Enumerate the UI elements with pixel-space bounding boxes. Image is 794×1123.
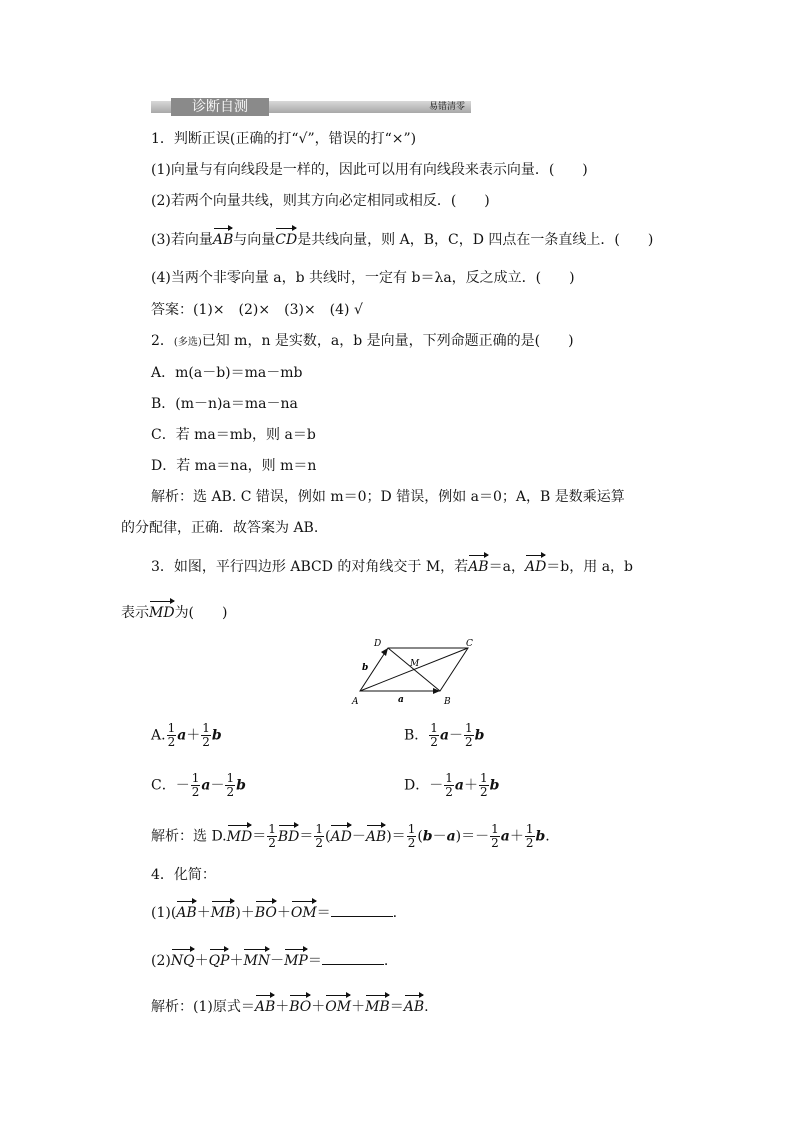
parallelogram-figure [348, 636, 478, 708]
q2-option-b: B．(m－n)a＝ma－na [151, 396, 298, 412]
q1-item-2: (2)若两个向量共线，则其方向必定相同或相反．( ) [151, 193, 490, 209]
arrow-ad [381, 648, 388, 656]
q3-option-b: B． $\frac{1}{2}$ a－ $\frac{1}{2}$ b [404, 721, 485, 749]
label-a-point: A [352, 697, 359, 707]
q4-part-1: (1)(AB＋MB)＋BO＋OM＝ . [151, 905, 398, 921]
vector-cd: CD [275, 232, 298, 248]
label-vector-b: b [362, 663, 369, 673]
banner-subtitle: 易错清零 [428, 102, 465, 112]
q4-stem: 4．化简： [151, 867, 216, 883]
section-banner [151, 98, 471, 116]
q1-stem: 1．判断正误(正确的打“√”，错误的打“×”) [151, 131, 417, 147]
q2-option-c: C．若 ma＝mb，则 a＝b [151, 427, 316, 443]
q1-answer: 答案：(1)× (2)× (3)× (4) √ [151, 302, 363, 318]
q2-solution-1: 解析：选 AB. C 错误，例如 m＝0；D 错误，例如 a＝0；A，B 是数乘运算 [151, 489, 625, 505]
diagonal-bd [388, 648, 440, 691]
q2-stem: 2．(多选)已知 m，n 是实数，a，b 是向量，下列命题正确的是( ) [151, 333, 574, 349]
multi-choice-tag: (多选) [173, 337, 202, 348]
label-c-point: C [466, 639, 473, 649]
q1-item-1: (1)向量与有向线段是一样的，因此可以用有向线段来表示向量．( ) [151, 162, 588, 178]
label-vector-a: a [398, 695, 404, 705]
q1-item-4: (4)当两个非零向量 a，b 共线时，一定有 b＝λa，反之成立．( ) [151, 270, 575, 286]
vector-ab: AB [212, 232, 234, 248]
answer-blank-2[interactable] [322, 952, 384, 965]
q3-option-a: A. $\frac{1}{2}$ a＋ $\frac{1}{2}$ b [151, 721, 222, 749]
q3-option-d: D．－ $\frac{1}{2}$ a＋ $\frac{1}{2}$ b [404, 771, 500, 799]
label-m-point: M [410, 659, 420, 669]
arrow-ab [433, 688, 440, 694]
label-d-point: D [374, 639, 382, 649]
label-b-point: B [444, 697, 451, 707]
q4-solution: 解析：(1)原式＝AB＋BO＋OM＋MB＝AB. [151, 999, 429, 1015]
q1-item-3: (3)若向量AB与向量CD是共线向量，则 A，B，C，D 四点在一条直线上．( ) [151, 232, 654, 248]
answer-blank-1[interactable] [331, 904, 393, 917]
q2-option-a: A．m(a－b)＝ma－mb [151, 365, 303, 381]
q2-solution-2: 的分配律，正确．故答案为 AB. [121, 520, 319, 536]
q2-option-d: D．若 ma＝na，则 m＝n [151, 458, 317, 474]
q3-stem: 3．如图，平行四边形 ABCD 的对角线交于 M，若AB＝a，AD＝b，用 a，b [151, 559, 634, 575]
q3-stem-2: 表示MD为( ) [121, 605, 228, 621]
q3-option-c: C．－ $\frac{1}{2}$ a－ $\frac{1}{2}$ b [151, 771, 246, 799]
q3-solution: 解析：选 D.MD＝ $\frac{1}{2}$ BD＝ $\frac{1}{2}$ (AD－AB)＝ $\frac{1}{2}$ (b－a)＝－ $\frac{1}{2}$ a＋ $\frac{1}{2}$ b. [151, 822, 550, 850]
q4-part-2: (2)NQ＋QP＋MN－MP＝ . [151, 953, 389, 969]
banner-title: 诊断自测 [171, 98, 269, 116]
